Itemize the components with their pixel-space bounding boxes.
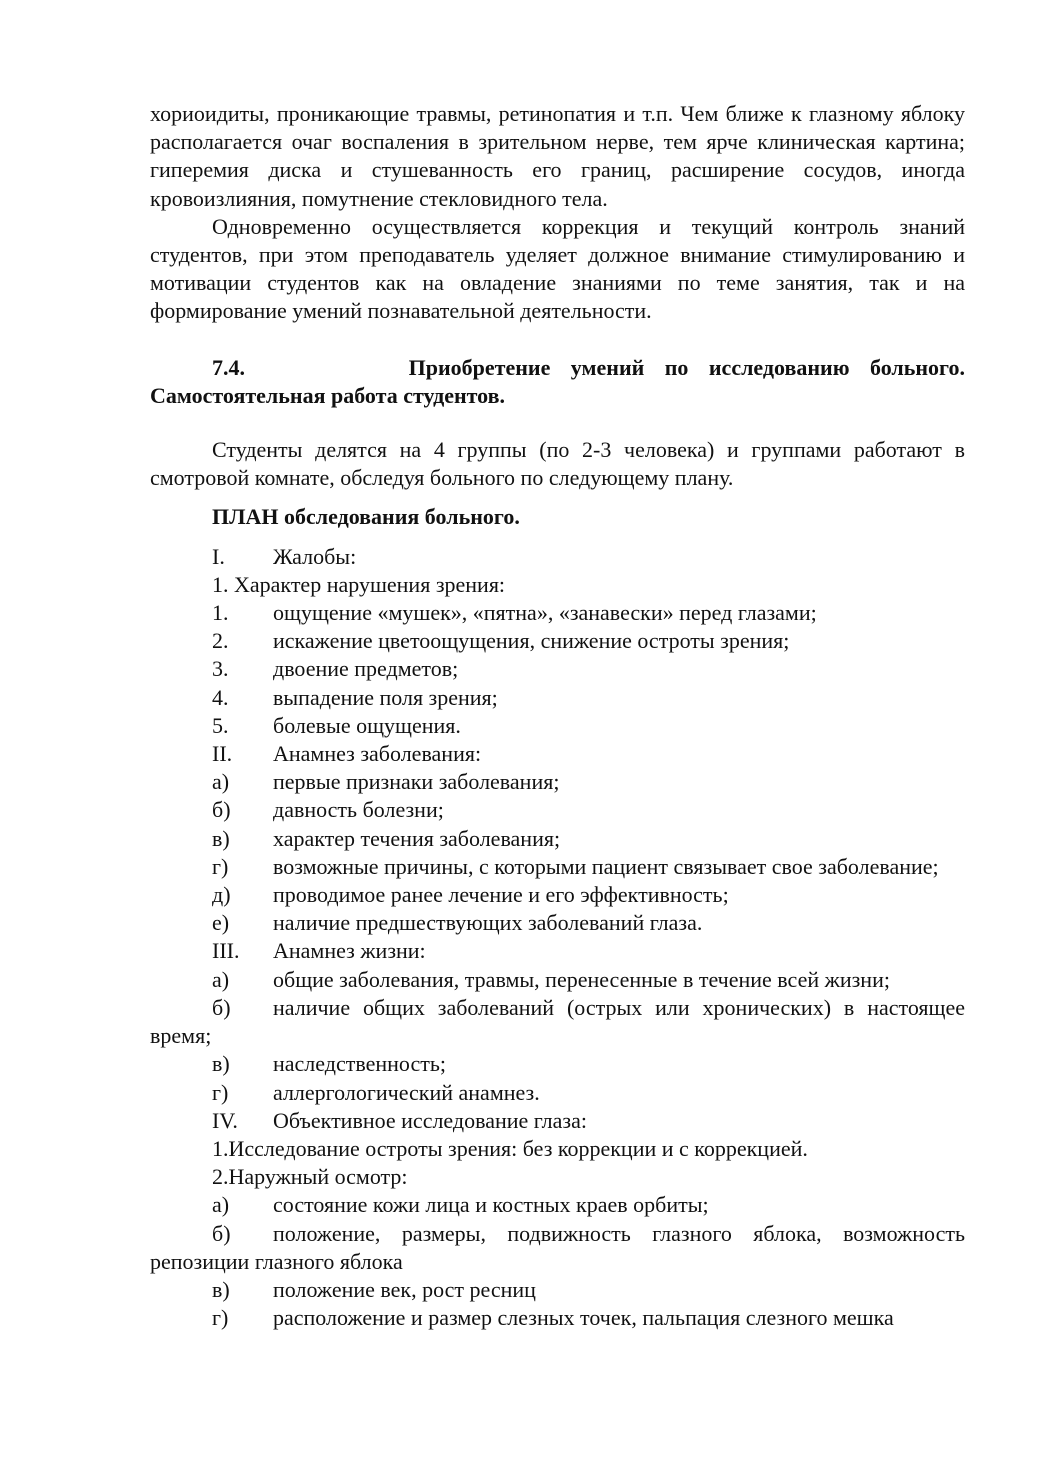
list-item-text: Объективное исследование глаза: xyxy=(273,1107,587,1133)
list-item-text: возможные причины, с которыми пациент связывает свое заболевание; xyxy=(273,853,939,879)
list-marker: в) xyxy=(212,825,230,851)
list-marker: а) xyxy=(212,966,230,992)
list-marker: 4. xyxy=(212,684,229,710)
list-marker: б) xyxy=(212,994,231,1020)
list-marker: в) xyxy=(212,1051,230,1077)
list-marker: б) xyxy=(212,797,231,823)
list-item xyxy=(150,627,965,655)
list-marker: г) xyxy=(212,853,229,879)
list-item xyxy=(150,1050,965,1078)
list-item xyxy=(150,1276,965,1304)
list-marker: д) xyxy=(212,882,231,908)
list-marker: IV. xyxy=(212,1107,238,1133)
list-marker: е) xyxy=(212,910,230,936)
list-marker: а) xyxy=(212,1192,230,1218)
list-item xyxy=(150,599,965,627)
list-item-text: наличие общих заболеваний (острых или хронических) в настоящее время; xyxy=(150,994,965,1049)
list-item xyxy=(150,881,965,909)
list-item xyxy=(150,684,965,712)
list-marker: г) xyxy=(212,1079,229,1105)
list-item xyxy=(150,937,965,965)
list-item xyxy=(150,1107,965,1135)
list-item xyxy=(150,796,965,824)
section-number: 7.4. xyxy=(212,354,245,380)
list-marker: I. xyxy=(212,543,225,569)
list-item-text: положение, размеры, подвижность глазного яблока, возможность репозиции глазного яблока xyxy=(150,1220,965,1274)
plan-title: ПЛАН обследования больного. xyxy=(212,504,520,530)
list-item xyxy=(150,825,965,853)
list-marker: 5. xyxy=(212,712,229,738)
plan-subheading: 1.Исследование остроты зрения: без коррекции и с коррекцией. xyxy=(212,1135,808,1161)
list-item-text: искажение цветоощущения, снижение остроты зрения; xyxy=(273,628,790,654)
list-item-text: наличие предшествующих заболеваний глаза. xyxy=(273,910,703,936)
list-marker: а) xyxy=(212,769,230,795)
list-item-text: ощущение «мушек», «пятна», «занавески» перед глазами; xyxy=(273,600,817,626)
list-item xyxy=(150,994,965,1050)
list-item-text: состояние кожи лица и костных краев орбиты; xyxy=(273,1192,709,1218)
list-item-text: расположение и размер слезных точек, пальпация слезного мешка xyxy=(273,1305,894,1331)
list-item-text: давность болезни; xyxy=(273,797,444,823)
section-title: Приобретение умений по исследованию больного. Самостоятельная работа студентов. xyxy=(150,354,965,408)
list-marker: 3. xyxy=(212,656,229,682)
list-item-text: болевые ощущения. xyxy=(273,712,461,738)
list-marker: в) xyxy=(212,1276,230,1302)
list-item-text: общие заболевания, травмы, перенесенные в течение всей жизни; xyxy=(273,966,890,992)
list-item xyxy=(150,1191,965,1219)
list-item-text: Анамнез заболевания: xyxy=(273,741,482,767)
list-item xyxy=(150,655,965,683)
intro-paragraph-2: Одновременно осуществляется коррекция и текущий контроль знаний студентов, при этом преподаватель уделяет должное внимание стимулированию и мотивации студентов как на овладение знаниями по теме занятия, так и на формирование умений познавательной деятельности. xyxy=(150,213,965,324)
plan-subheading: 2.Наружный осмотр: xyxy=(212,1164,408,1190)
list-marker: 1. xyxy=(212,600,229,626)
list-item-text: аллергологический анамнез. xyxy=(273,1079,540,1105)
list-item xyxy=(150,853,965,881)
document-page xyxy=(150,100,965,1332)
list-item xyxy=(150,1304,965,1332)
list-item-text: выпадение поля зрения; xyxy=(273,684,498,710)
list-item-text: положение век, рост ресниц xyxy=(273,1276,536,1302)
list-item-text: проводимое ранее лечение и его эффективность; xyxy=(273,882,729,908)
list-item xyxy=(150,712,965,740)
list-item xyxy=(150,768,965,796)
list-item-text: Жалобы: xyxy=(273,543,357,569)
list-item-text: наследственность; xyxy=(273,1051,446,1077)
plan-list xyxy=(150,543,965,1333)
list-marker: б) xyxy=(212,1220,231,1246)
list-marker: г) xyxy=(212,1305,229,1331)
list-item xyxy=(150,1220,965,1276)
plan-subheading: 1. Характер нарушения зрения: xyxy=(212,571,506,597)
section-heading xyxy=(150,354,965,410)
list-item xyxy=(150,543,965,571)
list-item-text: двоение предметов; xyxy=(273,656,459,682)
list-item xyxy=(150,740,965,768)
list-item-text: первые признаки заболевания; xyxy=(273,769,560,795)
intro-paragraph-1: хориоидиты, проникающие травмы, ретинопатия и т.п. Чем ближе к глазному яблоку располагается очаг воспаления в зрительном нерве, тем ярче клиническая картина; гиперемия диска и стушеванность его границ, расширение сосудов, иногда кровоизлияния, помутнение стекловидного тела. xyxy=(150,101,965,211)
section-paragraph: Студенты делятся на 4 группы (по 2-3 человека) и группами работают в смотровой комнате, обследуя больного по следующему плану. xyxy=(150,437,965,491)
list-marker: II. xyxy=(212,741,233,767)
list-item xyxy=(150,1079,965,1107)
list-marker: 2. xyxy=(212,628,229,654)
list-marker: III. xyxy=(212,938,240,964)
list-item xyxy=(150,909,965,937)
list-item-text: характер течения заболевания; xyxy=(273,825,561,851)
list-item-text: Анамнез жизни: xyxy=(273,938,426,964)
list-item xyxy=(150,966,965,994)
